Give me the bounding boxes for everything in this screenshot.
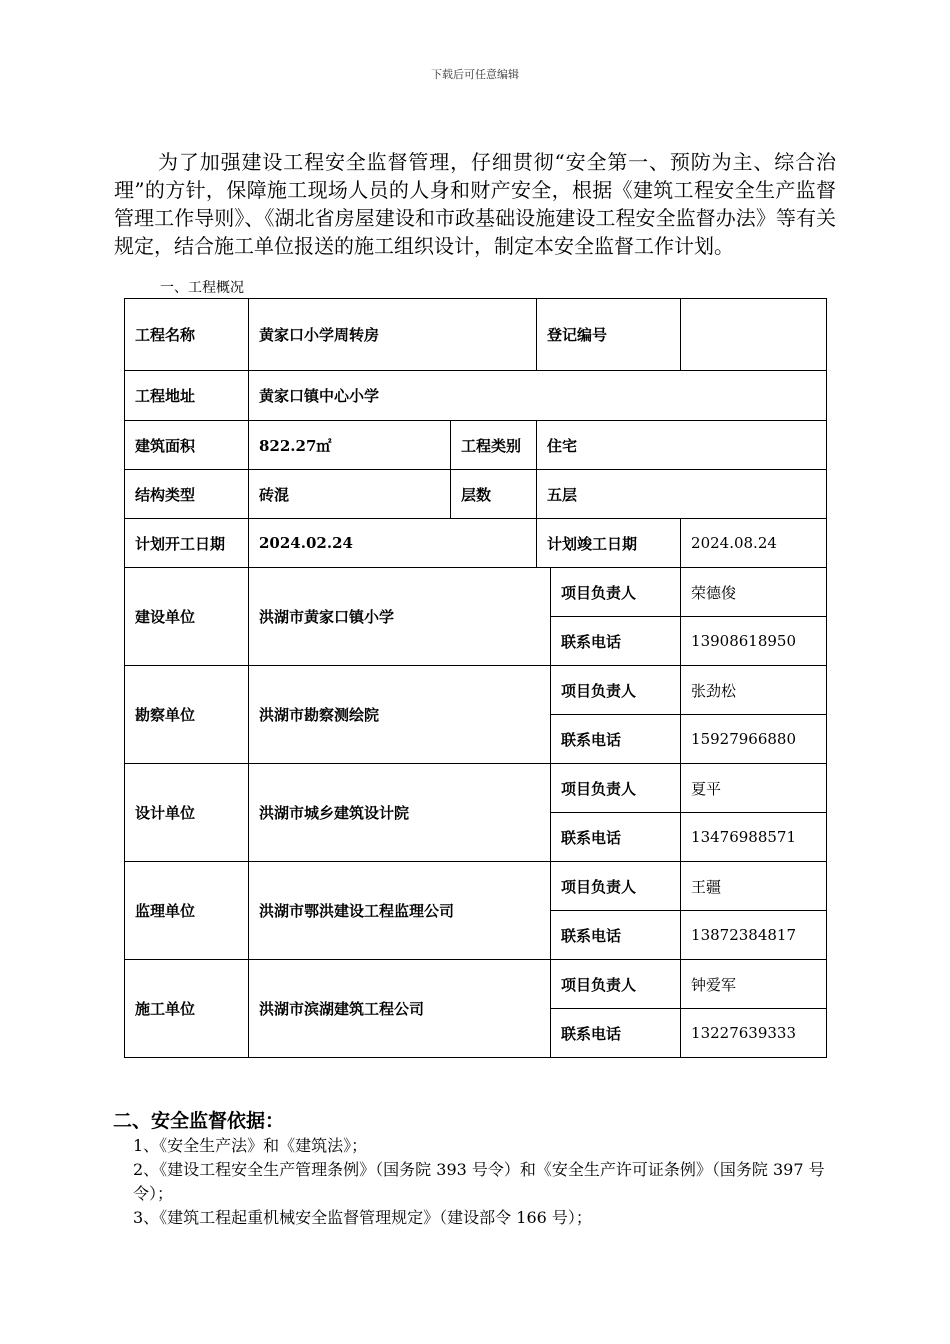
party-manager-label: 项目负责人 [551, 568, 681, 617]
section-1-title: 一、工程概况 [160, 280, 244, 296]
party-org: 洪湖市滨湖建筑工程公司 [249, 960, 551, 1058]
party-org: 洪湖市勘察测绘院 [249, 666, 551, 764]
party-manager: 夏平 [681, 764, 827, 813]
label-reg-number: 登记编号 [537, 299, 681, 371]
party-manager: 荣德俊 [681, 568, 827, 617]
value-start-date: 2024.02.24 [249, 519, 537, 568]
label-area: 建筑面积 [125, 421, 249, 470]
row-structure [125, 470, 827, 519]
value-end-date: 2024.08.24 [681, 519, 827, 568]
label-address: 工程地址 [125, 371, 249, 421]
party-org: 洪湖市鄂洪建设工程监理公司 [249, 862, 551, 960]
party-manager-label: 项目负责人 [551, 862, 681, 911]
party-manager: 钟爱军 [681, 960, 827, 1009]
party-manager-label: 项目负责人 [551, 960, 681, 1009]
row-dates [125, 519, 827, 568]
row-area [125, 421, 827, 470]
label-floors: 层数 [451, 470, 537, 519]
party-phone-label: 联系电话 [551, 911, 681, 960]
value-area: 822.27㎡ [249, 421, 451, 470]
party-phone-label: 联系电话 [551, 813, 681, 862]
basis-list [113, 1134, 835, 1230]
party-manager: 张劲松 [681, 666, 827, 715]
party-phone: 13476988571 [681, 813, 827, 862]
party-row [125, 666, 827, 715]
value-structure: 砖混 [249, 470, 451, 519]
value-category: 住宅 [537, 421, 827, 470]
value-reg-number [681, 299, 827, 371]
basis-item: 3、《建筑工程起重机械安全监督管理规定》（建设部令 166 号）； [133, 1208, 592, 1227]
party-phone: 13872384817 [681, 911, 827, 960]
basis-item: 2、《建设工程安全生产管理条例》（国务院 393 号令）和《安全生产许可证条例》（国务院 397 号令）； [133, 1160, 825, 1203]
page-header-note: 下载后可任意编辑 [431, 68, 519, 81]
party-row [125, 764, 827, 813]
label-end-date: 计划竣工日期 [537, 519, 681, 568]
value-floors: 五层 [537, 470, 827, 519]
basis-item: 1、《安全生产法》和《建筑法》； [133, 1136, 368, 1155]
party-phone: 13227639333 [681, 1009, 827, 1058]
party-row [125, 568, 827, 617]
party-phone-label: 联系电话 [551, 1009, 681, 1058]
party-row [125, 960, 827, 1009]
party-role: 设计单位 [125, 764, 249, 862]
label-project-name: 工程名称 [125, 299, 249, 371]
party-role: 勘察单位 [125, 666, 249, 764]
section-2-title: 二、安全监督依据： [113, 1110, 285, 1132]
party-manager-label: 项目负责人 [551, 666, 681, 715]
label-structure: 结构类型 [125, 470, 249, 519]
party-org: 洪湖市黄家口镇小学 [249, 568, 551, 666]
label-start-date: 计划开工日期 [125, 519, 249, 568]
party-role: 建设单位 [125, 568, 249, 666]
party-org: 洪湖市城乡建筑设计院 [249, 764, 551, 862]
project-overview-table [124, 298, 827, 1058]
party-role: 监理单位 [125, 862, 249, 960]
row-project-name [125, 299, 827, 371]
party-row [125, 862, 827, 911]
party-manager: 王疆 [681, 862, 827, 911]
row-address [125, 371, 827, 421]
party-phone-label: 联系电话 [551, 715, 681, 764]
party-phone-label: 联系电话 [551, 617, 681, 666]
value-address: 黄家口镇中心小学 [249, 371, 827, 421]
party-phone: 15927966880 [681, 715, 827, 764]
party-role: 施工单位 [125, 960, 249, 1058]
value-project-name: 黄家口小学周转房 [249, 299, 537, 371]
party-manager-label: 项目负责人 [551, 764, 681, 813]
intro-paragraph: 为了加强建设工程安全监督管理，仔细贯彻“安全第一、预防为主、综合治理”的方针，保障施工现场人员的人身和财产安全，根据《建筑工程安全生产监督管理工作导则》、《湖北省房屋建设和市政基础设施建设工程安全监督办法》等有关规定，结合施工单位报送的施工组织设计，制定本安全监督工作计划。 [114, 150, 836, 258]
party-phone: 13908618950 [681, 617, 827, 666]
label-category: 工程类别 [451, 421, 537, 470]
